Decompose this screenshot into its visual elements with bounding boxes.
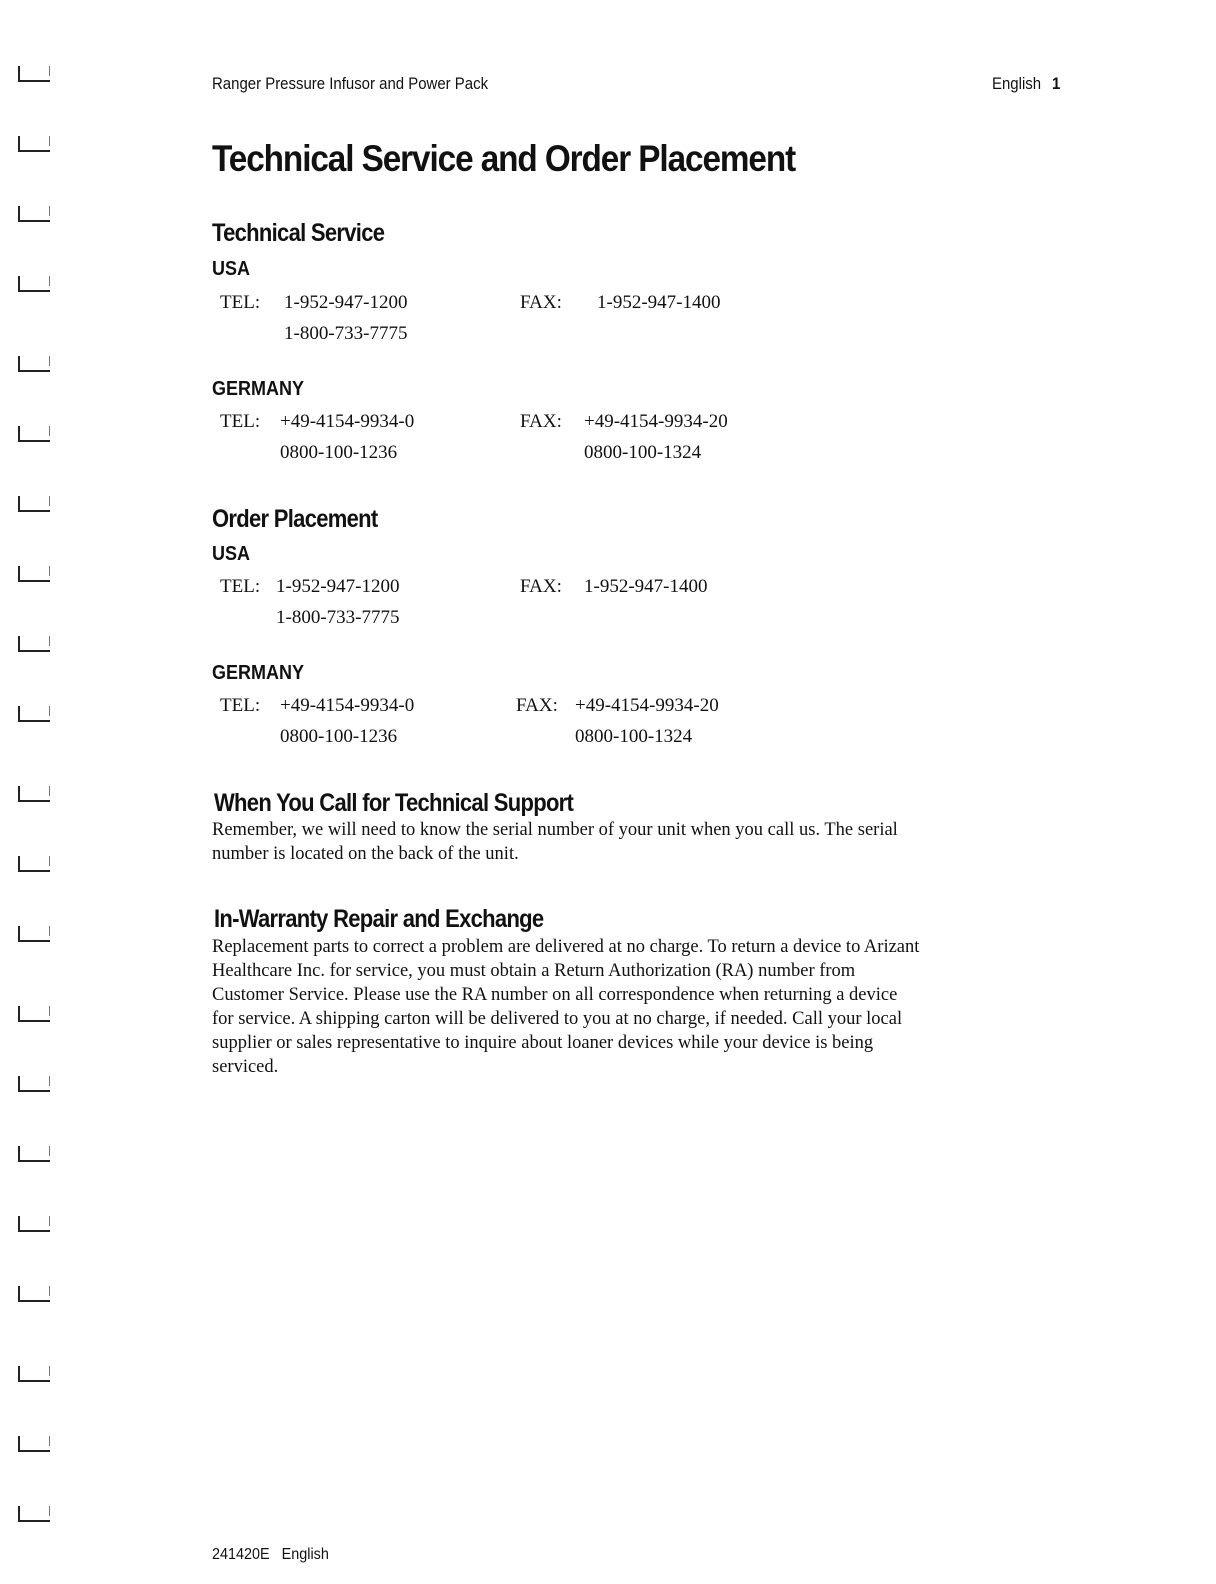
- binder-mark: [18, 1146, 50, 1162]
- binder-mark: [18, 636, 50, 652]
- warranty-line: Healthcare Inc. for service, you must obtain a Return Authorization (RA) number from: [212, 961, 856, 981]
- binder-mark: [18, 1366, 50, 1382]
- ts-germany-fax-1: +49-4154-9934-20: [584, 411, 728, 432]
- page-number: 1: [1052, 74, 1061, 93]
- support-paragraph: [212, 818, 982, 866]
- order-placement-heading: Order Placement: [212, 505, 378, 533]
- ts-germany-tel-2: 0800-100-1236: [280, 442, 398, 463]
- op-usa-tel-label: TEL:: [220, 576, 261, 597]
- warranty-heading: In-Warranty Repair and Exchange: [214, 905, 544, 933]
- ts-usa-tel-label: TEL:: [220, 292, 261, 313]
- ts-usa-label: USA: [212, 258, 251, 280]
- ts-usa-fax-1: 1-952-947-1400: [597, 292, 721, 313]
- op-usa-fax-label: FAX:: [520, 576, 562, 597]
- warranty-line: supplier or sales representative to inquire about loaner devices while your device is being: [212, 1033, 874, 1053]
- binder-mark: [18, 1006, 50, 1022]
- ts-usa-tel-1: 1-952-947-1200: [284, 292, 408, 313]
- ts-germany-fax-label: FAX:: [520, 411, 562, 432]
- running-header-language: English: [992, 74, 1042, 93]
- support-line: number is located on the back of the unit.: [212, 844, 519, 864]
- ts-usa-fax-label: FAX:: [520, 292, 562, 313]
- ts-germany-label: GERMANY: [212, 378, 305, 400]
- warranty-line: Customer Service. Please use the RA number on all correspondence when returning a device: [212, 985, 898, 1005]
- warranty-paragraph: [212, 935, 982, 1079]
- binder-mark: [18, 926, 50, 942]
- op-usa-fax-1: 1-952-947-1400: [584, 576, 708, 597]
- binder-mark: [18, 566, 50, 582]
- op-usa-tel-2: 1-800-733-7775: [276, 607, 400, 628]
- binder-mark: [18, 356, 50, 372]
- ts-germany-tel-label: TEL:: [220, 411, 261, 432]
- running-header-title: Ranger Pressure Infusor and Power Pack: [212, 74, 489, 93]
- op-germany-tel-2: 0800-100-1236: [280, 726, 398, 747]
- op-usa-label: USA: [212, 543, 251, 565]
- footer-language: English: [281, 1546, 329, 1563]
- ts-usa-tel-2: 1-800-733-7775: [284, 323, 408, 344]
- binder-mark: [18, 136, 50, 152]
- ts-germany-tel-1: +49-4154-9934-0: [280, 411, 415, 432]
- binder-mark: [18, 1286, 50, 1302]
- binder-mark: [18, 426, 50, 442]
- binder-mark: [18, 1436, 50, 1452]
- warranty-line: serviced.: [212, 1057, 279, 1077]
- binder-mark: [18, 706, 50, 722]
- binder-mark: [18, 206, 50, 222]
- binder-mark: [18, 1216, 50, 1232]
- page-title: Technical Service and Order Placement: [212, 138, 796, 179]
- op-usa-tel-1: 1-952-947-1200: [276, 576, 400, 597]
- ts-germany-fax-2: 0800-100-1324: [584, 442, 702, 463]
- op-germany-tel-1: +49-4154-9934-0: [280, 695, 415, 716]
- op-germany-fax-2: 0800-100-1324: [575, 726, 693, 747]
- binder-mark: [18, 1506, 50, 1522]
- binder-mark: [18, 66, 50, 82]
- technical-service-heading: Technical Service: [212, 219, 385, 247]
- op-germany-fax-1: +49-4154-9934-20: [575, 695, 719, 716]
- binder-mark: [18, 276, 50, 292]
- op-germany-label: GERMANY: [212, 662, 305, 684]
- binder-mark: [18, 856, 50, 872]
- support-line: Remember, we will need to know the serial number of your unit when you call us. The serial: [212, 820, 898, 840]
- warranty-line: Replacement parts to correct a problem are delivered at no charge. To return a device to Arizant: [212, 937, 920, 957]
- binder-mark: [18, 786, 50, 802]
- support-heading: When You Call for Technical Support: [214, 789, 574, 817]
- warranty-line: for service. A shipping carton will be delivered to you at no charge, if needed. Call your local: [212, 1009, 903, 1029]
- footer: [212, 1546, 329, 1564]
- binder-mark: [18, 496, 50, 512]
- binder-mark: [18, 1076, 50, 1092]
- op-germany-fax-label: FAX:: [516, 695, 558, 716]
- op-germany-tel-label: TEL:: [220, 695, 261, 716]
- footer-doc-number: 241420E: [212, 1546, 270, 1563]
